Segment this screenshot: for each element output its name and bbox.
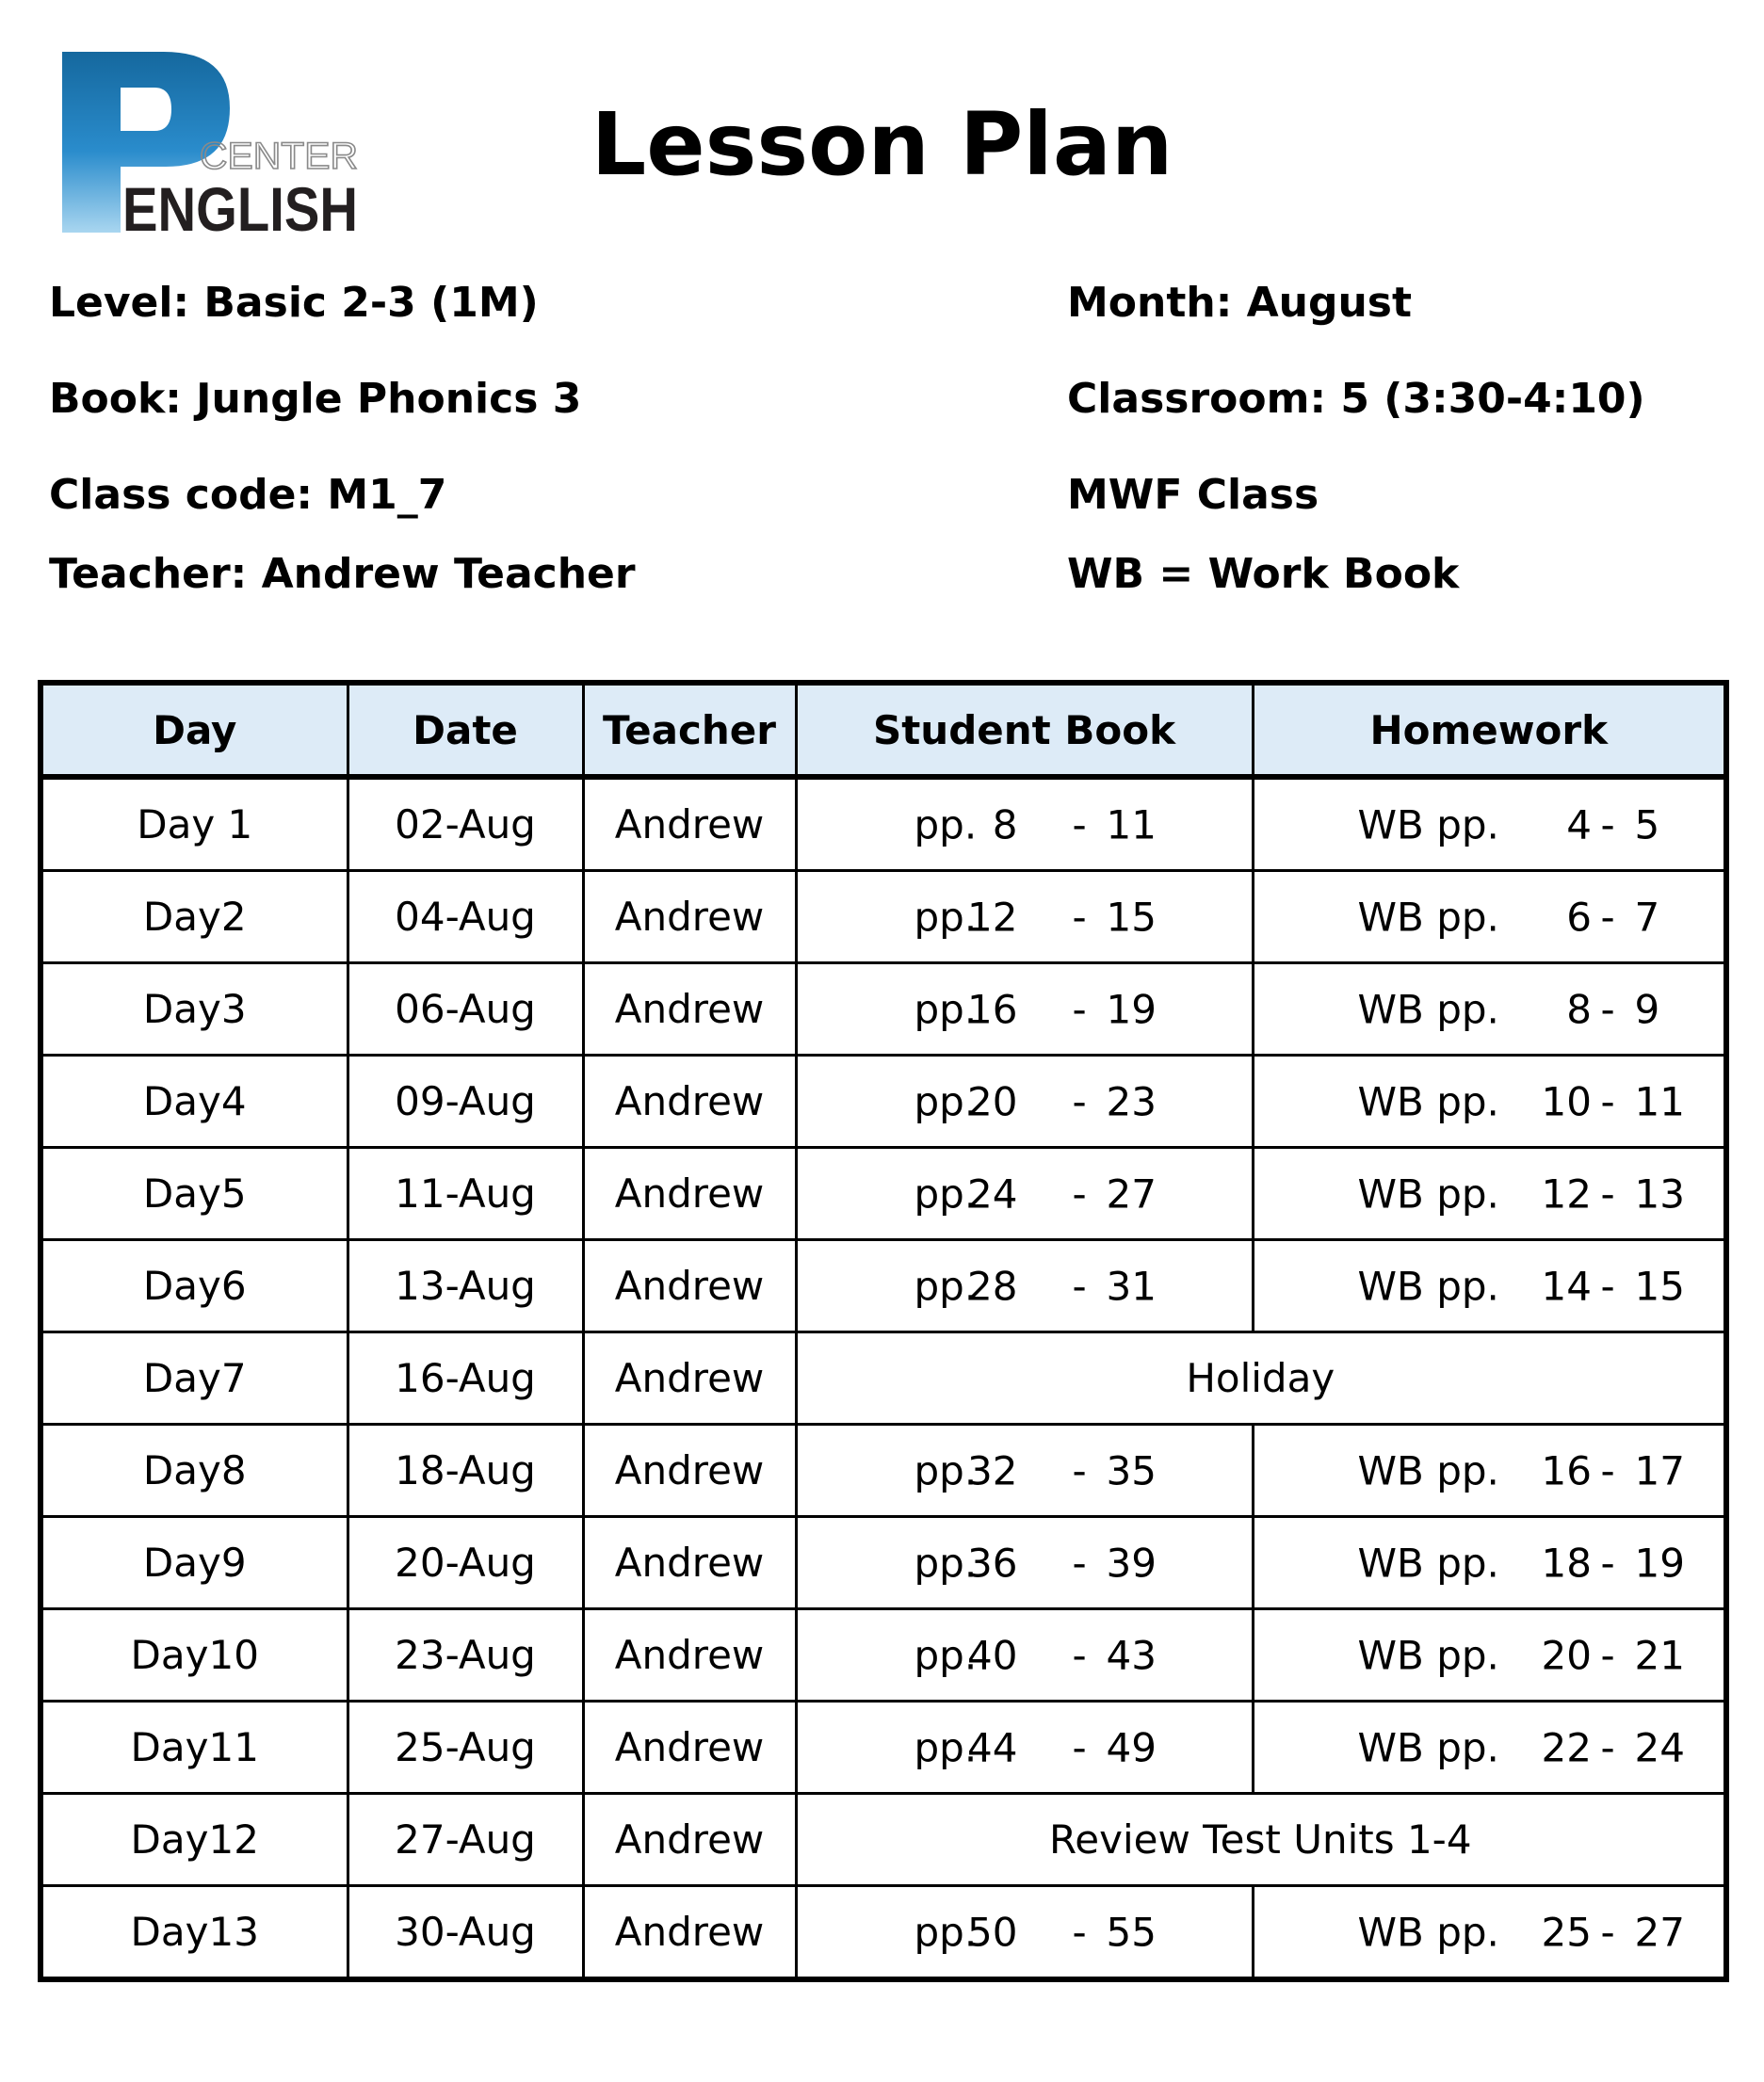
sb-page-to: 31	[1106, 1263, 1157, 1309]
sb-dash: -	[1072, 986, 1087, 1032]
date-cell: 23-Aug	[348, 1609, 583, 1702]
teacher-label: Teacher: Andrew Teacher	[49, 550, 636, 598]
class-schedule-label: MWF Class	[1067, 471, 1319, 519]
sb-page-from: 44	[967, 1724, 1018, 1770]
teacher-cell: Andrew	[583, 1794, 796, 1886]
teacher-cell: Andrew	[583, 1886, 796, 1980]
lesson-plan-table	[38, 680, 1729, 1982]
sb-dash: -	[1072, 1078, 1087, 1124]
date-cell: 02-Aug	[348, 777, 583, 871]
student-book-cell	[796, 1886, 1253, 1980]
day-cell: Day7	[40, 1332, 348, 1425]
sb-page-to: 11	[1106, 801, 1157, 847]
class-code-label: Class code: M1_7	[49, 471, 447, 519]
sb-prefix: pp.	[914, 1632, 978, 1678]
sb-page-to: 55	[1106, 1909, 1157, 1955]
sb-dash: -	[1072, 801, 1087, 847]
sb-dash: -	[1072, 1540, 1087, 1586]
header-day: Day	[40, 683, 348, 777]
sb-page-from: 24	[967, 1170, 1018, 1217]
day-cell: Day6	[40, 1240, 348, 1332]
homework-cell	[1253, 1148, 1726, 1240]
sb-page-to: 49	[1106, 1724, 1157, 1770]
hw-dash: -	[1600, 1540, 1615, 1586]
homework-cell	[1253, 1517, 1726, 1609]
hw-dash: -	[1600, 1724, 1615, 1770]
teacher-cell: Andrew	[583, 1332, 796, 1425]
homework-cell	[1253, 871, 1726, 963]
hw-page-to: 11	[1634, 1078, 1685, 1124]
hw-page-from: 20	[1541, 1632, 1592, 1678]
hw-dash: -	[1600, 1632, 1615, 1678]
book-label: Book: Jungle Phonics 3	[49, 375, 582, 423]
day-cell: Day9	[40, 1517, 348, 1609]
hw-dash: -	[1600, 1078, 1615, 1124]
month-label: Month: August	[1067, 279, 1413, 327]
sb-prefix: pp.	[914, 1909, 978, 1955]
teacher-cell: Andrew	[583, 1056, 796, 1148]
hw-prefix: WB pp.	[1357, 1909, 1499, 1955]
logo-english-text: ENGLISH	[122, 174, 358, 244]
hw-page-to: 5	[1634, 801, 1660, 847]
table-row	[40, 1794, 1726, 1886]
hw-dash: -	[1600, 1170, 1615, 1217]
student-book-cell	[796, 1425, 1253, 1517]
date-cell: 27-Aug	[348, 1794, 583, 1886]
teacher-cell: Andrew	[583, 1240, 796, 1332]
teacher-cell: Andrew	[583, 1609, 796, 1702]
logo-center-text: CENTER	[200, 136, 358, 177]
hw-dash: -	[1600, 1263, 1615, 1309]
workbook-legend: WB = Work Book	[1067, 550, 1460, 598]
hw-prefix: WB pp.	[1357, 801, 1499, 847]
header-homework: Homework	[1253, 683, 1726, 777]
day-cell: Day10	[40, 1609, 348, 1702]
date-cell: 30-Aug	[348, 1886, 583, 1980]
hw-prefix: WB pp.	[1357, 1078, 1499, 1124]
homework-cell	[1253, 777, 1726, 871]
hw-page-from: 25	[1541, 1909, 1592, 1955]
hw-prefix: WB pp.	[1357, 894, 1499, 940]
table-row	[40, 1886, 1726, 1980]
day-cell: Day3	[40, 963, 348, 1056]
hw-page-from: 6	[1566, 894, 1592, 940]
sb-prefix: pp.	[914, 1447, 978, 1493]
date-cell: 18-Aug	[348, 1425, 583, 1517]
homework-cell	[1253, 963, 1726, 1056]
day-cell: Day4	[40, 1056, 348, 1148]
level-label: Level: Basic 2-3 (1M)	[49, 279, 539, 327]
sb-dash: -	[1072, 1909, 1087, 1955]
sb-dash: -	[1072, 1447, 1087, 1493]
sb-prefix: pp.	[914, 1263, 978, 1309]
student-book-cell	[796, 871, 1253, 963]
table-body	[40, 777, 1726, 1979]
hw-page-to: 15	[1634, 1263, 1685, 1309]
sb-page-from: 20	[967, 1078, 1018, 1124]
sb-page-from: 32	[967, 1447, 1018, 1493]
hw-page-to: 7	[1634, 894, 1660, 940]
day-cell: Day8	[40, 1425, 348, 1517]
sb-page-to: 39	[1106, 1540, 1157, 1586]
sb-page-to: 15	[1106, 894, 1157, 940]
sb-page-from: 36	[967, 1540, 1018, 1586]
day-cell: Day 1	[40, 777, 348, 871]
table-row	[40, 1517, 1726, 1609]
hw-prefix: WB pp.	[1357, 986, 1499, 1032]
sb-prefix: pp.	[914, 801, 978, 847]
homework-cell	[1253, 1886, 1726, 1980]
sb-dash: -	[1072, 894, 1087, 940]
sb-page-to: 27	[1106, 1170, 1157, 1217]
hw-page-to: 27	[1634, 1909, 1685, 1955]
date-cell: 11-Aug	[348, 1148, 583, 1240]
merged-cell: Review Test Units 1-4	[796, 1794, 1726, 1886]
hw-dash: -	[1600, 1447, 1615, 1493]
hw-dash: -	[1600, 986, 1615, 1032]
hw-page-to: 21	[1634, 1632, 1685, 1678]
table-row	[40, 1332, 1726, 1425]
table-row	[40, 1702, 1726, 1794]
homework-cell	[1253, 1609, 1726, 1702]
student-book-cell	[796, 963, 1253, 1056]
table-row	[40, 1240, 1726, 1332]
date-cell: 06-Aug	[348, 963, 583, 1056]
sb-page-from: 40	[967, 1632, 1018, 1678]
teacher-cell: Andrew	[583, 871, 796, 963]
sb-page-from: 16	[967, 986, 1018, 1032]
header-student-book: Student Book	[796, 683, 1253, 777]
sb-prefix: pp.	[914, 1540, 978, 1586]
teacher-cell: Andrew	[583, 1517, 796, 1609]
sb-prefix: pp.	[914, 1724, 978, 1770]
hw-prefix: WB pp.	[1357, 1170, 1499, 1217]
day-cell: Day2	[40, 871, 348, 963]
table-header-row	[40, 683, 1726, 777]
student-book-cell	[796, 1056, 1253, 1148]
hw-page-from: 18	[1541, 1540, 1592, 1586]
date-cell: 04-Aug	[348, 871, 583, 963]
homework-cell	[1253, 1702, 1726, 1794]
homework-cell	[1253, 1240, 1726, 1332]
homework-cell	[1253, 1056, 1726, 1148]
hw-page-from: 8	[1566, 986, 1592, 1032]
hw-page-from: 4	[1566, 801, 1592, 847]
hw-prefix: WB pp.	[1357, 1447, 1499, 1493]
day-cell: Day13	[40, 1886, 348, 1980]
hw-prefix: WB pp.	[1357, 1724, 1499, 1770]
page-title: Lesson Plan	[591, 94, 1173, 195]
student-book-cell	[796, 1517, 1253, 1609]
day-cell: Day12	[40, 1794, 348, 1886]
hw-dash: -	[1600, 801, 1615, 847]
table-row	[40, 1148, 1726, 1240]
table-row	[40, 777, 1726, 871]
day-cell: Day11	[40, 1702, 348, 1794]
date-cell: 25-Aug	[348, 1702, 583, 1794]
hw-page-to: 17	[1634, 1447, 1685, 1493]
teacher-cell: Andrew	[583, 1148, 796, 1240]
teacher-cell: Andrew	[583, 1702, 796, 1794]
sb-page-from: 12	[967, 894, 1018, 940]
student-book-cell	[796, 777, 1253, 871]
sb-page-from: 8	[992, 801, 1018, 847]
hw-page-to: 13	[1634, 1170, 1685, 1217]
sb-dash: -	[1072, 1263, 1087, 1309]
date-cell: 20-Aug	[348, 1517, 583, 1609]
sb-prefix: pp.	[914, 1170, 978, 1217]
hw-dash: -	[1600, 1909, 1615, 1955]
hw-page-to: 19	[1634, 1540, 1685, 1586]
classroom-label: Classroom: 5 (3:30-4:10)	[1067, 375, 1645, 423]
table-row	[40, 1056, 1726, 1148]
hw-page-from: 22	[1541, 1724, 1592, 1770]
sb-prefix: pp.	[914, 986, 978, 1032]
sb-page-to: 19	[1106, 986, 1157, 1032]
hw-page-from: 12	[1541, 1170, 1592, 1217]
merged-cell: Holiday	[796, 1332, 1726, 1425]
table-row	[40, 871, 1726, 963]
sb-prefix: pp.	[914, 894, 978, 940]
hw-page-from: 10	[1541, 1078, 1592, 1124]
teacher-cell: Andrew	[583, 1425, 796, 1517]
hw-prefix: WB pp.	[1357, 1263, 1499, 1309]
table-row	[40, 1609, 1726, 1702]
sb-page-from: 28	[967, 1263, 1018, 1309]
hw-page-to: 24	[1634, 1724, 1685, 1770]
teacher-cell: Andrew	[583, 777, 796, 871]
date-cell: 09-Aug	[348, 1056, 583, 1148]
hw-prefix: WB pp.	[1357, 1632, 1499, 1678]
sb-page-to: 23	[1106, 1078, 1157, 1124]
student-book-cell	[796, 1148, 1253, 1240]
sb-dash: -	[1072, 1724, 1087, 1770]
sb-prefix: pp.	[914, 1078, 978, 1124]
homework-cell	[1253, 1425, 1726, 1517]
sb-page-to: 43	[1106, 1632, 1157, 1678]
sb-dash: -	[1072, 1632, 1087, 1678]
sb-page-from: 50	[967, 1909, 1018, 1955]
teacher-cell: Andrew	[583, 963, 796, 1056]
hw-page-to: 9	[1634, 986, 1660, 1032]
header-date: Date	[348, 683, 583, 777]
table-row	[40, 963, 1726, 1056]
student-book-cell	[796, 1609, 1253, 1702]
table-row	[40, 1425, 1726, 1517]
date-cell: 13-Aug	[348, 1240, 583, 1332]
day-cell: Day5	[40, 1148, 348, 1240]
student-book-cell	[796, 1240, 1253, 1332]
header-teacher: Teacher	[583, 683, 796, 777]
sb-page-to: 35	[1106, 1447, 1157, 1493]
hw-prefix: WB pp.	[1357, 1540, 1499, 1586]
hw-page-from: 16	[1541, 1447, 1592, 1493]
sb-dash: -	[1072, 1170, 1087, 1217]
hw-page-from: 14	[1541, 1263, 1592, 1309]
hw-dash: -	[1600, 894, 1615, 940]
date-cell: 16-Aug	[348, 1332, 583, 1425]
student-book-cell	[796, 1702, 1253, 1794]
